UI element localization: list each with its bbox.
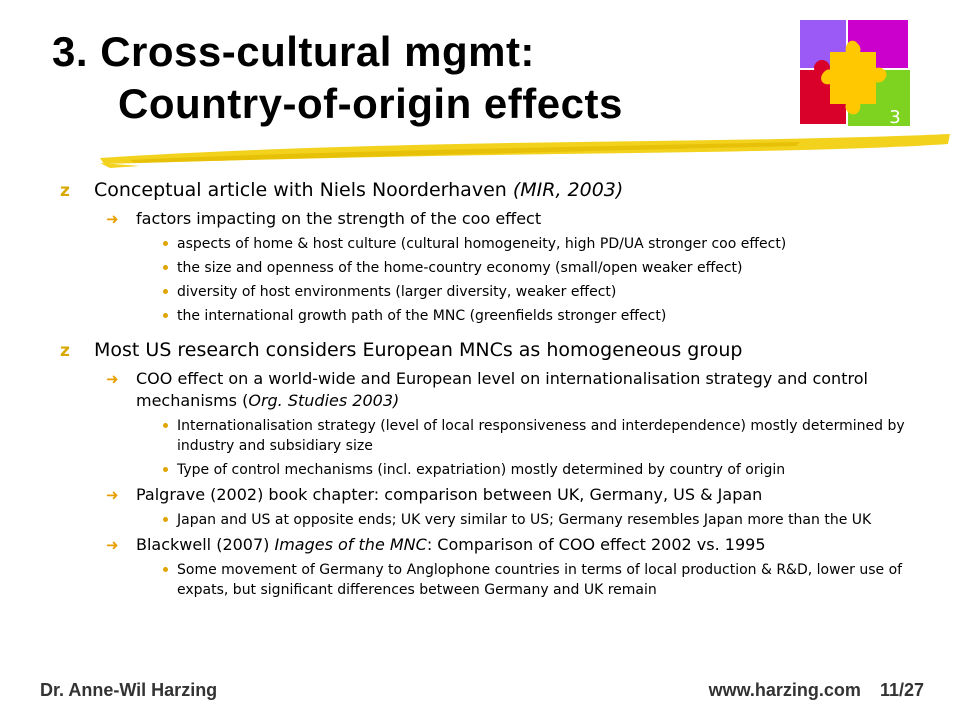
bullet-text: Most US research considers European MNCs as homogeneous group: [94, 339, 743, 361]
sub-bullet-text: Blackwell (2007): [136, 535, 275, 554]
point-germany-movement: [60, 560, 930, 600]
title-line-1: 3. Cross-cultural mgmt:: [52, 28, 535, 75]
point-text: Type of control mechanisms (incl. expatriation) mostly determined by country of origin: [177, 462, 786, 478]
sub-bullet-palgrave: [60, 484, 930, 506]
point-text: diversity of host environments (larger diversity, weaker effect): [177, 284, 617, 300]
dot-icon: [163, 467, 168, 472]
slide-body: [60, 178, 930, 600]
title-underline-brush: [100, 130, 950, 170]
footer-page-number: 11/27: [879, 680, 924, 700]
point-text: the international growth path of the MNC (greenfields stronger effect): [177, 308, 667, 324]
point-internationalisation: [60, 416, 930, 456]
citation: (MIR, 2003): [512, 179, 624, 201]
point-text: Japan and US at opposite ends; UK very similar to US; Germany resembles Japan more than the UK: [177, 512, 872, 528]
arrow-icon: ➜: [106, 370, 119, 388]
logo-number: 3: [889, 107, 901, 128]
book-title: Images of the MNC: [274, 535, 427, 554]
dot-icon: [163, 313, 168, 318]
point-text: Internationalisation strategy (level of local responsiveness and interdependence) mostly determined by industry and subsidiary size: [177, 418, 905, 454]
dot-icon: [163, 517, 168, 522]
point-control-mechanisms: [60, 460, 930, 480]
dot-icon: [163, 289, 168, 294]
point-japan-us: [60, 510, 930, 530]
dot-icon: [163, 265, 168, 270]
sub-bullet-text: : Comparison of COO effect 2002 vs. 1995: [426, 535, 766, 554]
citation: Org. Studies 2003): [248, 391, 400, 410]
arrow-icon: ➜: [106, 486, 119, 504]
bullet-us-research: [60, 338, 930, 362]
bullet-z-icon: z: [60, 341, 70, 361]
point-text: the size and openness of the home-country economy (small/open weaker effect): [177, 260, 743, 276]
bullet-conceptual-article: [60, 178, 930, 202]
point-host-diversity: [60, 282, 930, 302]
point-growth-path: [60, 306, 930, 326]
bullet-z-icon: z: [60, 181, 70, 201]
footer-site-link[interactable]: www.harzing.com: [708, 680, 861, 700]
arrow-icon: ➜: [106, 536, 119, 554]
sub-bullet-coo-effect: [60, 368, 930, 412]
title-line-2: Country-of-origin effects: [118, 80, 623, 127]
dot-icon: [163, 241, 168, 246]
point-text: aspects of home & host culture (cultural homogeneity, high PD/UA stronger coo effect): [177, 236, 787, 252]
footer-author: Dr. Anne-Wil Harzing: [40, 680, 218, 700]
arrow-icon: ➜: [106, 210, 119, 228]
sub-bullet-factors: [60, 208, 930, 230]
slide-title: [52, 26, 623, 130]
sub-bullet-blackwell: [60, 534, 930, 556]
dot-icon: [163, 567, 168, 572]
puzzle-logo-icon: [800, 18, 910, 128]
point-home-host-culture: [60, 234, 930, 254]
sub-bullet-text: Palgrave (2002) book chapter: comparison between UK, Germany, US & Japan: [136, 485, 763, 504]
point-text: Some movement of Germany to Anglophone countries in terms of local production & R&D, lower use of expats, but significant differences between Germany and UK remain: [177, 562, 903, 598]
dot-icon: [163, 423, 168, 428]
bullet-text: Conceptual article with Niels Noorderhaven: [94, 179, 507, 201]
sub-bullet-text: COO effect on a world-wide and European level on internationalisation strategy and control mechanisms (: [136, 369, 868, 410]
footer-right: [709, 680, 924, 701]
sub-bullet-text: factors impacting on the strength of the coo effect: [136, 209, 542, 228]
point-economy-size: [60, 258, 930, 278]
